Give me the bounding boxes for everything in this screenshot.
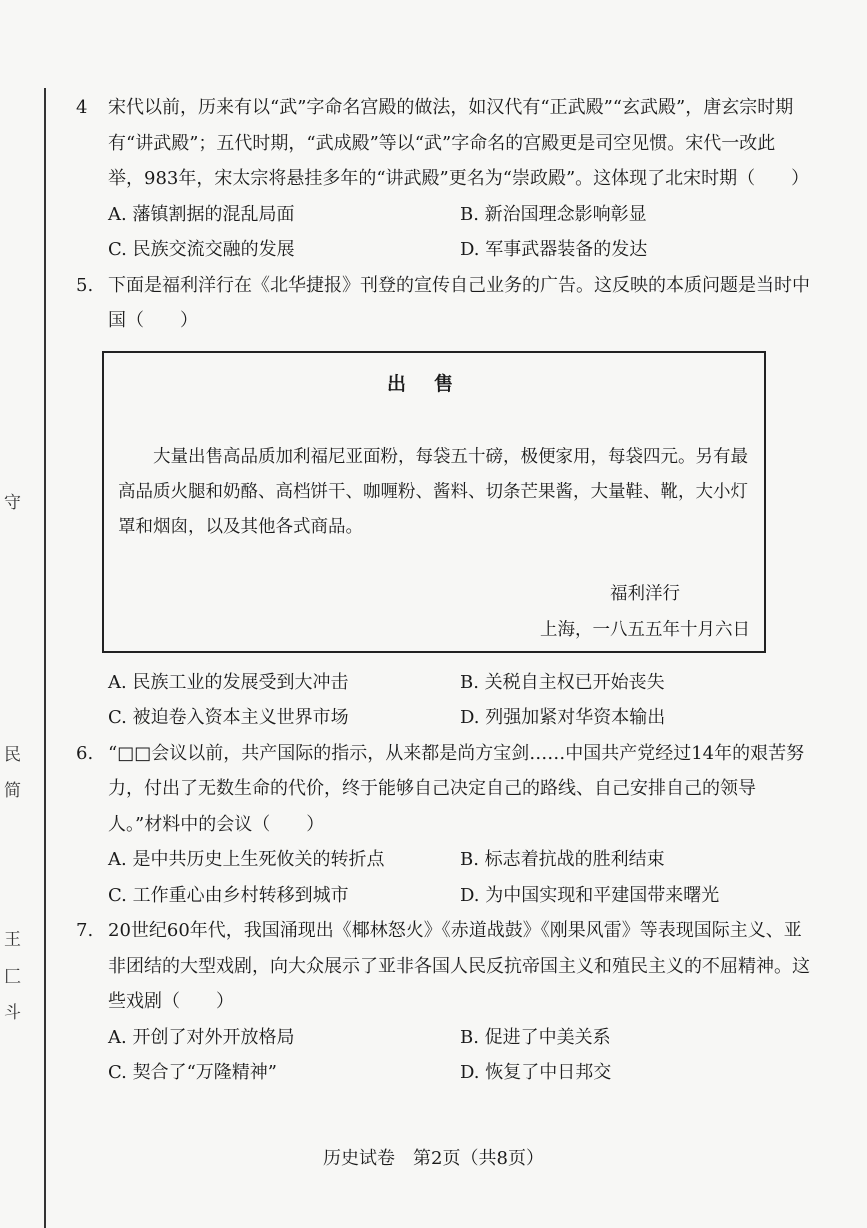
option-b: B. 促进了中美关系 (460, 1026, 611, 1048)
question-number: 6. (76, 742, 94, 764)
binding-line (44, 88, 46, 1228)
margin-mark: 王 (4, 930, 21, 950)
option-a: A. 是中共历史上生死攸关的转折点 (108, 849, 385, 870)
question-list (70, 90, 810, 1091)
question-6 (70, 736, 810, 914)
ad-title: 出售 (386, 372, 481, 395)
ad-date: 上海，一八五五年十月六日 (540, 619, 750, 640)
option-d: D. 恢复了中日邦交 (460, 1062, 612, 1083)
margin-mark: 斗 (4, 1003, 21, 1023)
margin-mark: 简 (4, 781, 21, 801)
option-c: C. 契合了“万隆精神” (108, 1062, 277, 1083)
option-d: D. 为中国实现和平建国带来曙光 (460, 884, 720, 906)
question-stem: 宋代以前，历来有以“武”字命名宫殿的做法，如汉代有“正武殿”“玄武殿”，唐玄宗时期有“讲武殿”；五代时期，“武成殿”等以“武”字命名的宫殿更是司空见惯。宋代一改此举，983年，宋太宗将悬挂多年的“讲武殿”更名为“崇政殿”。这体现了北宋时期（ ） (108, 97, 810, 189)
ad-body: 大量出售高品质加利福尼亚面粉，每袋五十磅，极便家用，每袋四元。另有最高品质火腿和奶酪、高档饼干、咖喱粉、酱料、切条芒果酱，大量鞋、靴，大小灯罩和烟囱，以及其他各式商品。 (118, 447, 748, 537)
page-footer: 历史试卷 第2页（共8页） (323, 1148, 544, 1169)
option-c: C. 被迫卷入资本主义世界市场 (108, 707, 349, 728)
question-stem: 20世纪60年代，我国涌现出《椰林怒火》《赤道战鼓》《刚果风雷》等表现国际主义、亚非团结的大型戏剧，向大众展示了亚非各国人民反抗帝国主义和殖民主义的不屈精神。这些戏剧（ ） (108, 920, 810, 1012)
option-a: A. 民族工业的发展受到大冲击 (108, 671, 349, 693)
option-b: B. 关税自主权已开始丧失 (460, 671, 665, 693)
option-b: B. 新治国理念影响彰显 (460, 203, 647, 225)
question-4 (70, 90, 810, 268)
question-7 (70, 913, 810, 1091)
question-stem: 下面是福利洋行在《北华捷报》刊登的宣传自己业务的广告。这反映的本质问题是当时中国（ ） (108, 274, 810, 331)
question-number: 4 (76, 97, 88, 118)
options (70, 842, 810, 913)
ad-signature: 福利洋行 (610, 583, 680, 604)
question-number: 5. (76, 274, 94, 296)
question-stem: “□□会议以前，共产国际的指示，从来都是尚方宝剑……中国共产党经过14年的艰苦努力，付出了无数生命的代价，终于能够自己决定自己的路线、自己安排自己的领导人。”材料中的会议（ ） (108, 742, 805, 835)
option-b: B. 标志着抗战的胜利结束 (460, 849, 665, 870)
options (70, 197, 810, 268)
margin-mark: 守 (4, 493, 21, 513)
option-a: A. 藩镇割据的混乱局面 (108, 203, 295, 225)
margin-mark: 民 (4, 745, 21, 765)
margin-mark: 匚 (4, 967, 21, 987)
option-d: D. 军事武器装备的发达 (460, 239, 648, 260)
option-a: A. 开创了对外开放格局 (108, 1026, 295, 1048)
question-number: 7. (76, 920, 94, 941)
options (70, 665, 810, 736)
option-d: D. 列强加紧对华资本输出 (460, 707, 666, 728)
options (70, 1020, 810, 1091)
question-5 (70, 268, 810, 736)
advertisement-box (102, 351, 766, 653)
option-c: C. 民族交流交融的发展 (108, 239, 295, 260)
option-c: C. 工作重心由乡村转移到城市 (108, 884, 349, 906)
